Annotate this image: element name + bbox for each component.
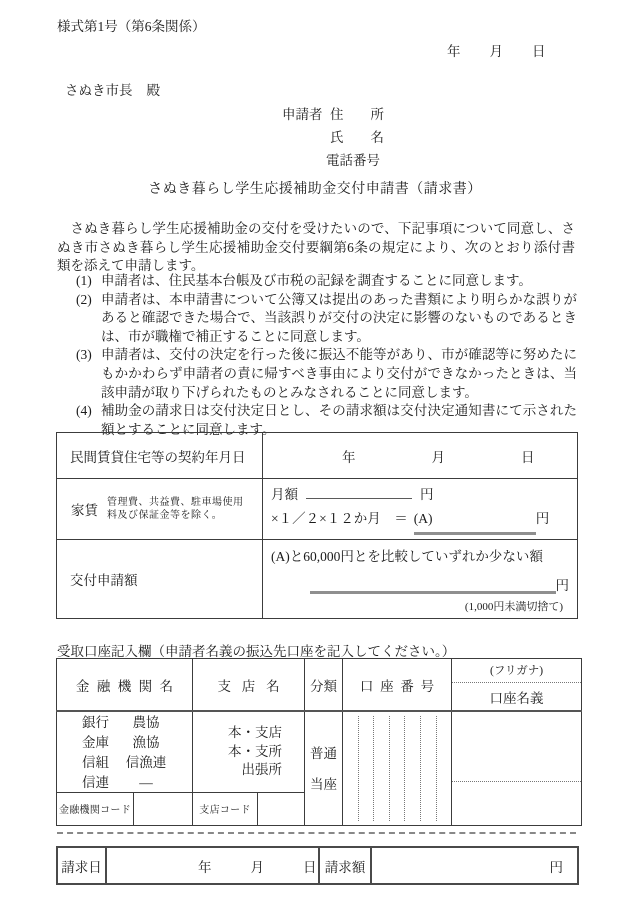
branch-option[interactable]: 出張所 <box>241 762 283 778</box>
term-number: (3) <box>76 347 92 363</box>
rent-note: 管理費、共益費、駐車場使用料及び保証金等を除く。 <box>107 497 244 521</box>
table-body-row <box>57 711 582 792</box>
account-type-header: 分類 <box>305 659 343 712</box>
account-number-digit-boxes[interactable] <box>343 712 451 825</box>
claim-date-label: 請求日 <box>57 847 106 884</box>
applicant-label: 申請者 <box>282 107 323 122</box>
contract-date-label: 民間賃貸住宅等の契約年月日 <box>57 433 263 479</box>
terms-list <box>76 272 577 439</box>
claim-table <box>56 846 579 885</box>
claim-amount-field[interactable] <box>371 847 578 884</box>
term-item <box>76 291 577 347</box>
year-label: 年 <box>198 859 212 875</box>
monthly-rent-unit: 円 <box>420 487 434 502</box>
bank-type-options-cell[interactable] <box>57 711 193 792</box>
bank-option[interactable]: 銀行 <box>82 715 109 731</box>
claim-amount-unit: 円 <box>549 859 563 875</box>
monthly-rent-label: 月額 <box>271 487 298 502</box>
rent-label-cell <box>57 479 263 540</box>
grant-amount-unit: 円 <box>555 578 569 593</box>
monthly-rent-input-line[interactable] <box>306 484 412 499</box>
day-label: 日 <box>303 859 317 875</box>
grant-amount-label: 交付申請額 <box>57 540 263 619</box>
account-number-header: 口座番号 <box>343 659 452 712</box>
month-label: 月 <box>250 859 264 875</box>
rent-calculation-cell <box>263 479 578 540</box>
term-text: 申請者は、本申請書について公簿又は提出のあった書類により明らかな誤りがあると確認できた場合で、当該誤りが交付の決定に影響のないものであるときは、市が職権で補正することに同意します。 <box>101 291 577 344</box>
applicant-block <box>282 103 384 172</box>
branch-code-input-cell[interactable] <box>258 792 305 825</box>
grant-rounding-note: (1,000円未満切捨て) <box>464 601 563 613</box>
branch-code-label: 支店コード <box>193 792 258 825</box>
rent-formula: ×１／２×１２か月 ＝ <box>271 511 408 526</box>
amount-a-marker: (A) <box>413 511 433 526</box>
account-holder-header <box>452 659 582 712</box>
bank-option[interactable]: ― <box>139 775 153 791</box>
date-day-label: 日 <box>532 44 546 59</box>
bank-code-input-cell[interactable] <box>134 792 193 825</box>
name-field-label: 氏 名 <box>330 130 384 145</box>
cut-line-divider <box>57 832 576 834</box>
document-title: さぬき暮らし学生応援補助金交付申請書（請求書） <box>148 182 482 197</box>
day-label: 日 <box>521 449 535 465</box>
account-number-input-cell[interactable] <box>343 711 452 826</box>
addressee-line <box>65 79 160 99</box>
account-type-options-cell[interactable] <box>305 711 343 826</box>
term-text: 補助金の請求日は交付決定日とし、その請求額は交付決定通知書にて示された額とすることに同意します。 <box>101 403 577 437</box>
term-number: (4) <box>76 403 92 419</box>
bank-code-label: 金融機関コード <box>57 792 134 825</box>
table-row <box>57 433 578 479</box>
term-item <box>76 272 577 291</box>
amount-a-input-line[interactable] <box>414 507 536 535</box>
date-year-label: 年 <box>447 44 461 59</box>
claim-date-field[interactable] <box>106 847 319 884</box>
bank-option[interactable]: 信連 <box>82 775 109 791</box>
table-header-row <box>57 659 582 712</box>
branch-name-header: 支店名 <box>193 659 305 712</box>
bank-code-digit-boxes[interactable] <box>134 806 192 812</box>
grant-comparison-note: (A)と60,000円とを比較していずれか少ない額 <box>271 549 543 564</box>
branch-code-digit-boxes[interactable] <box>258 806 304 812</box>
account-type-option[interactable]: 普通 <box>310 745 338 761</box>
month-label: 月 <box>431 449 445 465</box>
bank-option[interactable]: 漁協 <box>132 735 160 751</box>
addressee-name: さぬき市長 <box>65 83 133 98</box>
term-text: 申請者は、住民基本台帳及び市税の記録を調査することに同意します。 <box>101 273 532 288</box>
grant-amount-input-line[interactable] <box>310 577 556 594</box>
term-number: (2) <box>76 291 92 307</box>
bank-option[interactable]: 農協 <box>132 715 160 731</box>
bank-account-table <box>56 658 582 826</box>
furigana-header: (フリガナ) <box>452 659 581 683</box>
table-row <box>57 540 578 619</box>
bank-option[interactable]: 金庫 <box>82 735 109 751</box>
grant-amount-cell <box>263 540 578 619</box>
holder-name-header: 口座名義 <box>489 691 544 706</box>
branch-option[interactable]: 本・支所 <box>228 743 283 759</box>
bank-option[interactable]: 信漁連 <box>125 755 167 771</box>
account-type-option[interactable]: 当座 <box>310 776 338 792</box>
form-number: 様式第1号（第6条関係） <box>57 19 206 34</box>
rent-label: 家賃 <box>71 503 98 518</box>
table-row <box>57 847 578 884</box>
term-item <box>76 346 577 402</box>
bank-name-header: 金融機関名 <box>57 659 193 712</box>
addressee-honorific: 殿 <box>146 83 160 98</box>
account-section-heading: 受取口座記入欄（申請者名義の振込先口座を記入してください。） <box>57 644 456 659</box>
application-amount-table <box>56 432 578 619</box>
amount-a-unit: 円 <box>535 511 550 526</box>
term-number: (1) <box>76 273 92 288</box>
account-holder-input-cell[interactable] <box>452 711 582 826</box>
intro-paragraph: さぬき暮らし学生応援補助金の交付を受けたいので、下記事項について同意し、さぬき市さぬき暮らし学生応援補助金交付要綱第6条の規定により、次のとおり添付書類を添えて申請します。 <box>57 221 575 273</box>
date-month-label: 月 <box>489 44 503 59</box>
claim-amount-label: 請求額 <box>319 847 371 884</box>
contract-date-field[interactable] <box>263 433 578 479</box>
address-field-label: 住 所 <box>330 107 384 122</box>
bank-option[interactable]: 信組 <box>82 755 109 771</box>
furigana-input-area[interactable] <box>452 755 581 782</box>
term-text: 申請者は、交付の決定を行った後に振込不能等があり、市が確認等に努めたにもかかわらず申請者の責に帰すべき事由により交付ができなかったときは、当該申請が取り下げられたものとみなされることに同意します。 <box>101 347 577 400</box>
table-row <box>57 479 578 540</box>
submission-date-line <box>447 40 546 60</box>
year-label: 年 <box>342 449 356 465</box>
branch-type-options-cell[interactable] <box>193 711 305 792</box>
phone-field-label: 電話番号 <box>326 153 380 168</box>
branch-option[interactable]: 本・支店 <box>228 725 283 741</box>
